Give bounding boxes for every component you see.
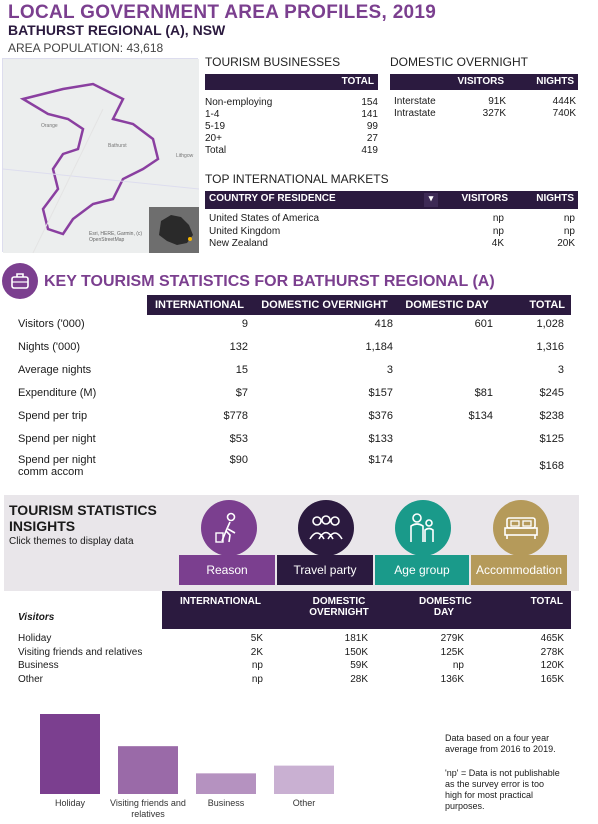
col-nights: NIGHTS [536, 76, 574, 87]
row-visitors: 4K [491, 238, 504, 249]
domestic-overnight-table [394, 96, 576, 120]
map-attribution: Esri, HERE, Garmin, (c) OpenStreetMap [89, 231, 143, 243]
bar-label: Holiday [54, 798, 85, 808]
note-np: 'np' = Data is not publishable as the survey error is too high for most practical purposes. [445, 768, 560, 811]
row-domestic-overnight: 1,184 [365, 341, 393, 353]
row-domestic-overnight: 181K [344, 633, 368, 644]
row-domestic-overnight: 150K [344, 646, 368, 658]
row-label: New Zealand [209, 238, 268, 249]
table-row [18, 646, 568, 660]
row-label: Nights ('000) [18, 341, 81, 353]
table-row [18, 382, 568, 405]
row-domestic-day [393, 428, 493, 451]
row-visitors: 327K [482, 108, 506, 119]
row-visitors: np [492, 225, 504, 237]
theme-reason-button[interactable]: Reason [179, 555, 275, 585]
row-total: 1,316 [536, 341, 564, 353]
bed-icon[interactable] [493, 500, 549, 556]
row-domestic-day: 279K [440, 633, 464, 644]
row-domestic-overnight: 418 [374, 318, 393, 330]
row-domestic-day [393, 454, 493, 483]
intl-markets-table [209, 213, 575, 251]
table-row [209, 213, 575, 226]
tourism-businesses-table [205, 97, 378, 157]
map-label-lithgow: Lithgow [176, 153, 194, 159]
domestic-overnight-header [390, 74, 578, 90]
row-domestic-overnight: $157 [368, 387, 393, 399]
tourism-businesses-header [205, 74, 378, 90]
row-domestic-overnight: 59K [350, 660, 368, 671]
bar-other [274, 766, 334, 794]
row-label: Spend per night comm accom [18, 454, 96, 478]
col-intl-visitors: VISITORS [461, 193, 508, 204]
col-country: COUNTRY OF RESIDENCE [209, 193, 336, 204]
inset-australia-map [149, 207, 199, 253]
row-domestic-day: np [452, 660, 464, 671]
table-row [18, 359, 568, 382]
row-label: 1-4 [205, 109, 220, 120]
row-domestic-overnight: 3 [386, 364, 393, 376]
key-stats-title: KEY TOURISM STATISTICS FOR BATHURST REGIONAL (A) [44, 273, 495, 290]
sort-dropdown-icon[interactable]: ▾ [424, 193, 438, 207]
reason-bar-chart [28, 712, 338, 794]
row-total: 27 [366, 133, 378, 144]
row-nights: 444K [552, 96, 576, 107]
insights-title: TOURISM STATISTICS INSIGHTS [9, 502, 157, 534]
col-total: TOTAL [530, 596, 563, 607]
row-label: Other [18, 673, 44, 685]
row-label: Visiting friends and relatives [18, 646, 143, 658]
row-label: Holiday [18, 633, 52, 644]
intl-markets-title: TOP INTERNATIONAL MARKETS [205, 172, 389, 186]
row-total: $245 [539, 387, 564, 399]
row-domestic-overnight: $376 [368, 410, 393, 422]
row-label: Visitors ('000) [18, 318, 85, 330]
row-domestic-day [393, 336, 493, 359]
bar-label: Visiting friends and relatives [110, 798, 186, 819]
row-international: 15 [235, 364, 248, 376]
row-label: 20+ [205, 133, 222, 144]
col-total: TOTAL [529, 299, 565, 311]
table-row [209, 238, 575, 251]
table-row [18, 336, 568, 359]
table-row [209, 226, 575, 239]
row-domestic-day: 136K [440, 673, 464, 685]
visitors-row-title: Visitors [18, 612, 55, 623]
table-row [18, 451, 568, 483]
suitcase-icon [2, 263, 38, 299]
table-row [394, 108, 576, 120]
row-nights: 20K [557, 238, 575, 249]
row-nights: 740K [552, 108, 576, 119]
insights-hint: Click themes to display data [9, 536, 134, 547]
theme-accommodation-button[interactable]: Accommodation [471, 555, 567, 585]
note-average: Data based on a four year average from 2016 to 2019. [445, 733, 556, 754]
theme-travel-party-button[interactable]: Travel party [277, 555, 373, 585]
bar-business [196, 773, 256, 794]
bar-label: Business [207, 798, 245, 808]
reason-table-header [162, 591, 571, 629]
col-total: TOTAL [341, 76, 374, 87]
row-visitors: 91K [488, 96, 506, 107]
row-total: 99 [366, 121, 378, 132]
page-title: LOCAL GOVERNMENT AREA PROFILES, 2019 [8, 2, 437, 23]
table-row [18, 632, 568, 646]
row-total: 165K [540, 673, 564, 685]
row-international: $90 [229, 454, 248, 466]
table-row [18, 405, 568, 428]
table-row [394, 96, 576, 108]
row-international: np [251, 660, 263, 671]
row-domestic-day: 601 [474, 318, 493, 330]
row-label: United States of America [209, 213, 320, 224]
bar-visiting-friends-and-relatives [118, 746, 178, 794]
table-row [205, 133, 378, 145]
row-label: Spend per trip [18, 410, 88, 422]
row-label: Non-employing [205, 97, 273, 108]
row-label: Total [205, 145, 227, 156]
reason-table [18, 632, 568, 686]
lga-subtitle: BATHURST REGIONAL (A), NSW [8, 22, 226, 38]
col-domestic-overnight: DOMESTIC OVERNIGHT [261, 299, 388, 311]
lga-map[interactable] [2, 58, 198, 252]
map-label-bathurst: Bathurst [108, 143, 127, 149]
row-international: np [251, 673, 263, 685]
row-international: 9 [241, 318, 248, 330]
theme-age-group-button[interactable]: Age group [375, 555, 469, 585]
row-total: $238 [539, 410, 564, 422]
table-row [18, 428, 568, 451]
row-total: 465K [540, 633, 564, 644]
row-nights: np [563, 225, 575, 237]
row-total: 154 [361, 97, 378, 108]
table-row [205, 145, 378, 157]
row-domestic-day: $134 [468, 410, 493, 422]
table-row [18, 313, 568, 336]
row-label: Spend per night [18, 433, 96, 445]
row-domestic-day: 125K [440, 646, 464, 658]
bar-holiday [40, 714, 100, 794]
row-total: 3 [557, 364, 564, 376]
row-label: Interstate [394, 96, 436, 107]
table-row [205, 109, 378, 121]
row-total: $168 [539, 460, 564, 472]
tourism-businesses-title: TOURISM BUSINESSES [205, 55, 341, 69]
row-label: United Kingdom [209, 225, 281, 237]
row-label: Business [18, 660, 59, 671]
row-total: 419 [361, 145, 378, 156]
table-row [18, 673, 568, 687]
col-international: INTERNATIONAL [154, 299, 244, 311]
row-international: $53 [229, 433, 248, 445]
intl-markets-header [205, 191, 578, 209]
map-label-orange: Orange [41, 123, 58, 129]
row-international: 132 [229, 341, 248, 353]
row-domestic-overnight: $174 [368, 454, 393, 466]
row-label: Average nights [18, 364, 92, 376]
col-domestic-overnight: DOMESTIC OVERNIGHT [309, 596, 369, 618]
row-label: 5-19 [205, 121, 226, 132]
row-international: $7 [235, 387, 248, 399]
col-domestic-day: DOMESTIC DAY [419, 596, 472, 618]
population-text: AREA POPULATION: 43,618 [8, 41, 164, 55]
row-international: 2K [250, 646, 263, 658]
row-label: Intrastate [394, 108, 436, 119]
row-nights: np [563, 213, 575, 224]
key-stats-table [18, 313, 568, 483]
table-row [205, 97, 378, 109]
row-international: $778 [223, 410, 248, 422]
bar-label: Other [292, 798, 316, 808]
traveller-icon[interactable] [201, 500, 257, 556]
row-total: 278K [540, 646, 564, 658]
row-domestic-overnight: 28K [350, 673, 368, 685]
row-domestic-overnight: $133 [368, 433, 393, 445]
group-icon[interactable] [298, 500, 354, 556]
row-total: 120K [540, 660, 564, 671]
family-icon[interactable] [395, 500, 451, 556]
table-row [18, 659, 568, 673]
row-total: 1,028 [536, 318, 564, 330]
col-domestic-day: DOMESTIC DAY [405, 299, 489, 311]
row-domestic-day [393, 359, 493, 382]
row-total: $125 [539, 433, 564, 445]
col-international: INTERNATIONAL [180, 596, 261, 607]
col-intl-nights: NIGHTS [536, 193, 574, 204]
row-label: Expenditure (M) [18, 387, 97, 399]
table-row [205, 121, 378, 133]
domestic-overnight-title: DOMESTIC OVERNIGHT [390, 55, 529, 69]
key-stats-header [147, 295, 571, 315]
col-visitors: VISITORS [457, 76, 504, 87]
chart-svg [28, 712, 338, 794]
row-domestic-day: $81 [474, 387, 493, 399]
row-international: 5K [250, 633, 263, 644]
row-total: 141 [361, 109, 378, 120]
chart-axis-labels [28, 798, 338, 824]
row-visitors: np [492, 213, 504, 224]
